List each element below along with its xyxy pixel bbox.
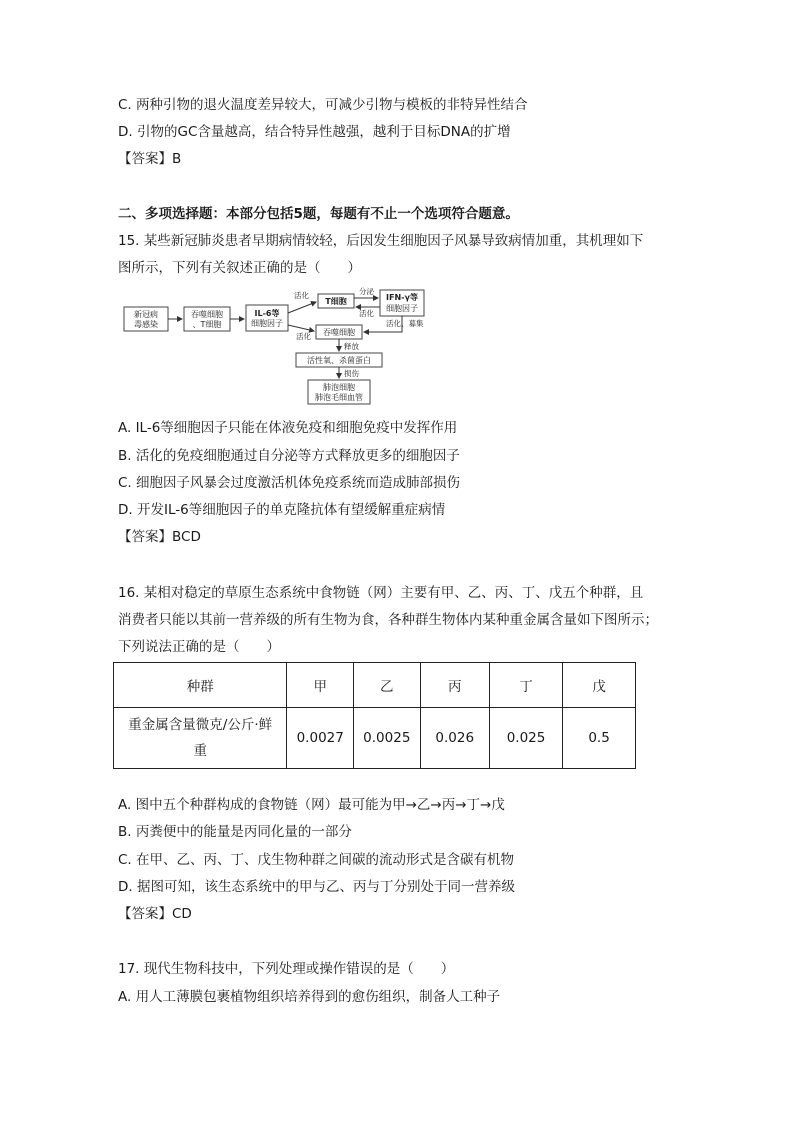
q16-stem-line2: 消费者只能以其前一营养级的所有生物为食，各种群生物体内某种重金属含量如下图所示；: [118, 612, 658, 628]
table-row-label: [114, 708, 287, 769]
q16-option-b: B. 丙粪便中的能量是丙同化量的一部分: [118, 824, 352, 840]
q14-option-c: C. 两种引物的退火温度差异较大，可减少引物与模板的非特异性结合: [118, 97, 528, 113]
box-ros-label: 活性氧、杀菌蛋白: [307, 356, 371, 365]
table-header-cell: 戊: [563, 663, 636, 708]
label-secrete: 分泌: [359, 287, 374, 296]
q15-mechanism-diagram: [118, 285, 448, 407]
table-header-cell: 丁: [489, 663, 562, 708]
box-virus-line1: 新冠病: [134, 310, 158, 319]
box-phagocyte-line2: 、T细胞: [192, 320, 222, 329]
box-il6-line1: IL-6等: [254, 309, 280, 318]
box-virus-line2: 毒感染: [134, 320, 158, 329]
box-tcell-label: T细胞: [325, 297, 347, 306]
label-activate-recruit: 活化、募集: [386, 319, 424, 328]
q14-option-d: D. 引物的GC含量越高，结合特异性越强，越利于目标DNA的扩增: [118, 124, 511, 140]
arrow-il6-tcell: [288, 302, 316, 313]
q15-stem-line2: 图所示，下列有关叙述正确的是（ ）: [118, 260, 361, 276]
heavy-metal-table: [113, 662, 636, 769]
box-ifn-line1: IFN-γ等: [386, 293, 418, 302]
table-header-cell: 甲: [287, 663, 354, 708]
table-cell: 0.0027: [287, 708, 354, 769]
q15-stem-line1: 15. 某些新冠肺炎患者早期病情较轻，后因发生细胞因子风暴导致病情加重，其机理如下: [118, 233, 644, 249]
q16-stem-line1: 16. 某相对稳定的草原生态系统中食物链（网）主要有甲、乙、丙、丁、戊五个种群，且: [118, 585, 644, 601]
label-activate-phagocyte: 活化: [296, 332, 311, 341]
box-ifn-line2: 细胞因子: [386, 304, 418, 313]
q15-answer: 【答案】BCD: [118, 529, 201, 545]
table-row: [114, 708, 636, 769]
box-lung-line1: 肺泡细胞: [323, 383, 355, 392]
table-cell: 0.025: [489, 708, 562, 769]
table-cell: 0.5: [563, 708, 636, 769]
q16-answer: 【答案】CD: [118, 906, 192, 922]
box-phagocyte-2-label: 吞噬细胞: [323, 328, 355, 337]
q14-answer: 【答案】B: [118, 151, 182, 167]
arrow-il6-phagocyte: [288, 325, 314, 331]
q16-stem-line3: 下列说法正确的是（ ）: [118, 639, 280, 655]
box-lung-line2: 肺泡毛细血管: [315, 393, 363, 402]
box-il6-line2: 细胞因子: [251, 319, 283, 328]
table-cell: 0.0025: [354, 708, 421, 769]
row-label-line2: 重: [193, 743, 207, 759]
q15-option-b: B. 活化的免疫细胞通过自分泌等方式释放更多的细胞因子: [118, 448, 460, 464]
q15-option-a: A. IL-6等细胞因子只能在体液免疫和细胞免疫中发挥作用: [118, 420, 458, 436]
label-activate-back: 活化: [359, 309, 374, 318]
q17-stem: 17. 现代生物科技中，下列处理或操作错误的是（ ）: [118, 961, 455, 977]
section-title: 二、多项选择题：本部分包括5题，每题有不止一个选项符合题意。: [118, 206, 519, 222]
label-activate-t: 活化: [294, 291, 309, 300]
box-phagocyte-line1: 吞噬细胞: [191, 310, 223, 319]
table-header-cell: 乙: [354, 663, 421, 708]
q16-option-d: D. 据图可知，该生态系统中的甲与乙、丙与丁分别处于同一营养级: [118, 879, 515, 895]
q15-option-c: C. 细胞因子风暴会过度激活机体免疫系统而造成肺部损伤: [118, 475, 461, 491]
table-header-cell: 丙: [420, 663, 489, 708]
label-release: 释放: [344, 342, 359, 351]
table-cell: 0.026: [420, 708, 489, 769]
row-label-line1: 重金属含量微克/公斤·鲜: [128, 717, 273, 733]
table-header-row: [114, 663, 636, 708]
q16-option-a: A. 图中五个种群构成的食物链（网）最可能为甲→乙→丙→丁→戊: [118, 797, 505, 813]
q16-option-c: C. 在甲、乙、丙、丁、戊生物种群之间碳的流动形式是含碳有机物: [118, 852, 515, 868]
q17-option-a: A. 用人工薄膜包裹植物组织培养得到的愈伤组织，制备人工种子: [118, 989, 501, 1005]
table-header-cell: 种群: [114, 663, 287, 708]
q15-option-d: D. 开发IL-6等细胞因子的单克隆抗体有望缓解重症病情: [118, 502, 446, 518]
label-damage: 损伤: [344, 369, 359, 378]
